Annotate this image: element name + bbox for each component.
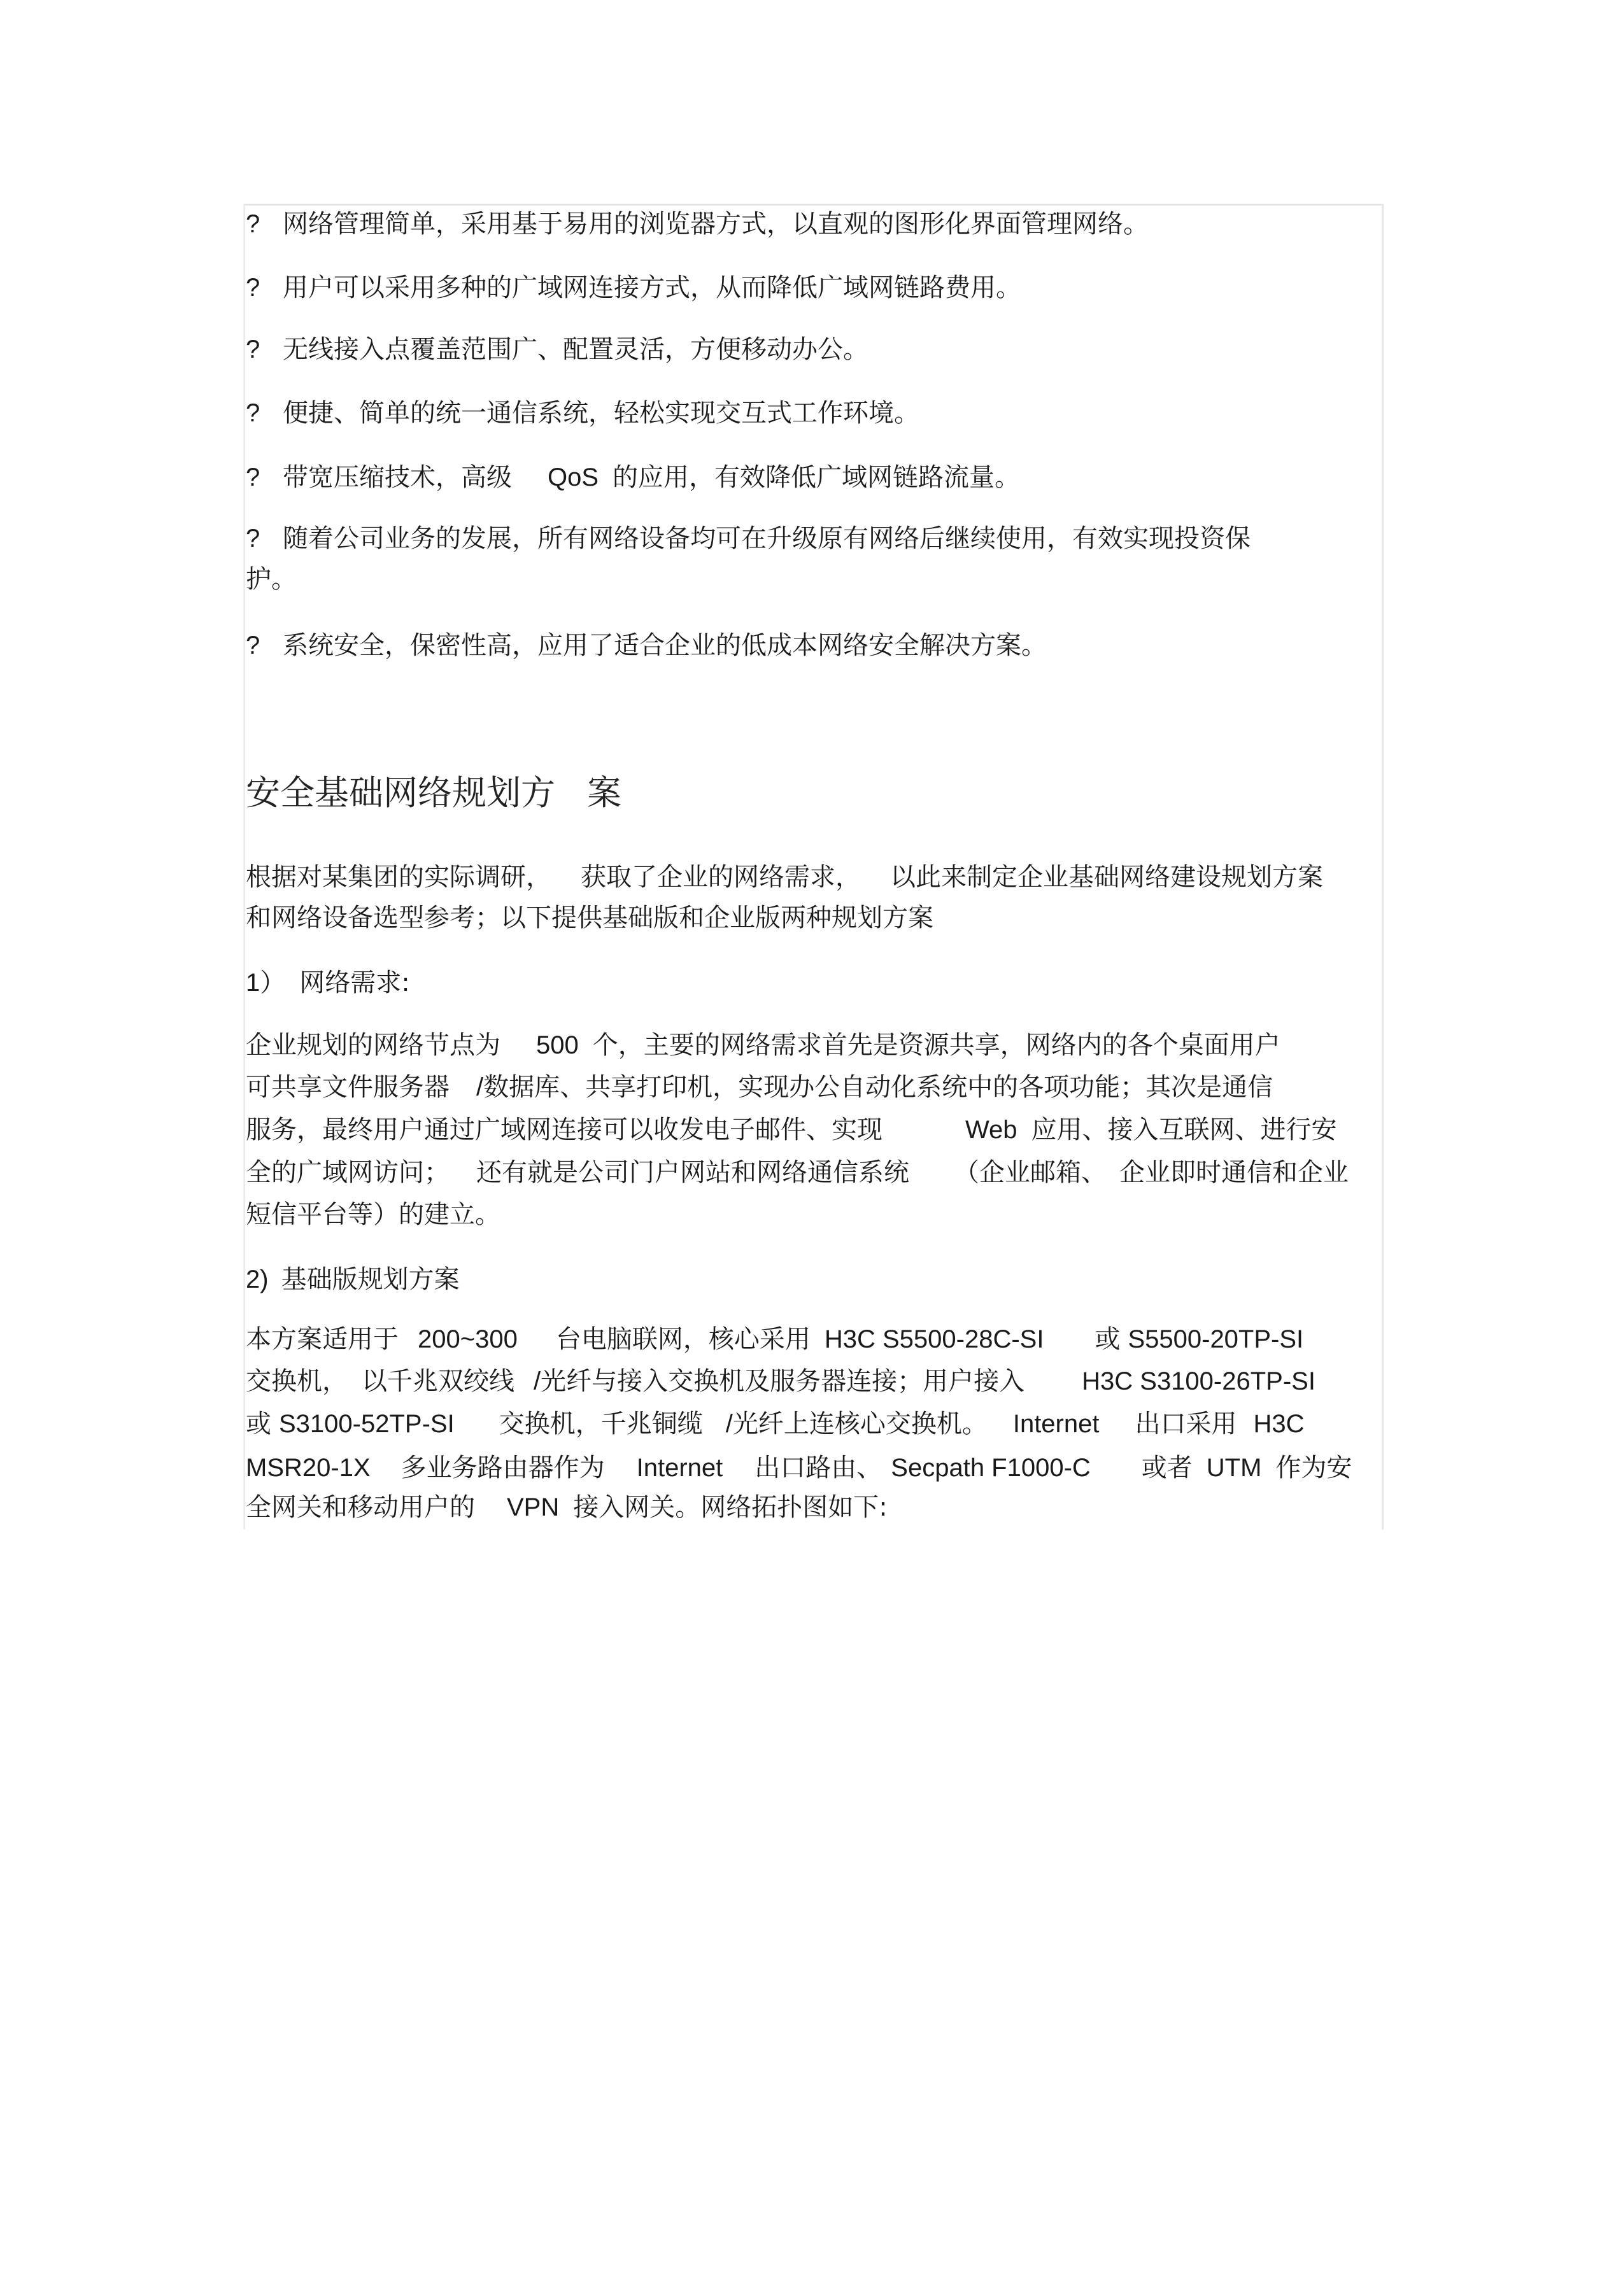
subheading-label: 网络需求: — [299, 968, 410, 997]
text: 交换机， — [246, 1367, 348, 1396]
bullet-text: 用户可以采用多种的广域网连接方式，从而降低广域网链路费用。 — [283, 273, 1021, 302]
intro-text: 根据对某集团的实际调研， — [246, 863, 551, 892]
text: 应用、接入互联网、进行安 — [1031, 1115, 1337, 1144]
text-latin: H3C S3100-26TP-SI — [1082, 1367, 1315, 1395]
bullet-item — [246, 272, 1021, 303]
subheading-basic-plan — [246, 1264, 460, 1295]
text-latin: / — [725, 1410, 733, 1438]
bullet-text-latin: QoS — [548, 463, 599, 491]
bullet-text: 护。 — [246, 565, 297, 594]
bullet-text: 系统安全，保密性高，应用了适合企业的低成本网络安全解决方案。 — [283, 631, 1047, 660]
intro-text: 以此来制定企业基础网络建设规划方案 — [890, 863, 1323, 892]
text-latin: 500 — [536, 1031, 579, 1059]
bullet-text: 无线接入点覆盖范围广、配置灵活，方便移动办公。 — [283, 335, 868, 364]
text-latin: Secpath F1000-C — [891, 1454, 1091, 1482]
subheading-number: 1） — [246, 969, 286, 997]
text-latin: S5500-20TP-SI — [1128, 1325, 1304, 1353]
bullet-item — [246, 209, 1149, 239]
intro-paragraph-line — [246, 862, 1323, 892]
intro-text: 获取了企业的网络需求， — [581, 863, 861, 892]
paragraph-line — [246, 1409, 1305, 1439]
text: 交换机，千兆铜缆 — [499, 1409, 703, 1439]
paragraph-line — [246, 1453, 1352, 1483]
text-latin: MSR20-1X — [246, 1454, 371, 1482]
bullet-marker: ? — [246, 463, 260, 491]
text-latin: Internet — [1012, 1410, 1100, 1438]
text-latin: H3C — [1253, 1410, 1305, 1438]
text: 出口采用 — [1135, 1409, 1237, 1439]
text: （企业邮箱、 — [954, 1158, 1107, 1187]
text: 可共享文件服务器 — [246, 1073, 450, 1102]
text: 本方案适用于 — [246, 1325, 399, 1354]
paragraph-line — [246, 1115, 1337, 1145]
text-latin: H3C S5500-28C-SI — [824, 1325, 1044, 1353]
bullet-text: 便捷、简单的统一通信系统，轻松实现交互式工作环境。 — [283, 398, 919, 428]
bullet-marker: ? — [246, 631, 260, 659]
bullet-item — [246, 462, 1020, 493]
text: 以千兆双绞线 — [362, 1367, 514, 1396]
text: 或 — [1095, 1325, 1121, 1354]
intro-text: 和网络设备选型参考；以下提供基础版和企业版两种规划方案 — [246, 903, 933, 933]
bullet-marker: ? — [246, 210, 260, 238]
text-latin: VPN — [507, 1493, 560, 1521]
text: 作为安 — [1275, 1453, 1352, 1483]
text-latin: S3100-52TP-SI — [279, 1410, 455, 1438]
bullet-item — [246, 630, 1047, 661]
paragraph-line — [246, 1157, 1349, 1188]
text: 光纤与接入交换机及服务器连接；用户接入 — [541, 1367, 1025, 1396]
bullet-marker: ? — [246, 525, 260, 553]
bullet-item — [246, 523, 1251, 554]
subheading-network-requirements — [246, 968, 410, 998]
bullet-item — [246, 334, 868, 365]
text: 企业即时通信和企业 — [1119, 1158, 1349, 1187]
text: 个，主要的网络需求首先是资源共享，网络内的各个桌面用户 — [592, 1031, 1280, 1060]
text: 出口路由、 — [755, 1453, 882, 1483]
text: 全的广域网访问； — [246, 1158, 450, 1187]
text: 短信平台等）的建立。 — [246, 1200, 500, 1229]
bullet-text: 的应用，有效降低广域网链路流量。 — [613, 463, 1021, 492]
paragraph-line — [246, 1030, 1280, 1060]
paragraph-line — [246, 1492, 888, 1523]
text: 或 — [246, 1409, 271, 1439]
paragraph-line — [246, 1366, 1315, 1397]
paragraph-line — [246, 1199, 500, 1230]
bullet-marker: ? — [246, 335, 260, 363]
text: 光纤上连核心交换机。 — [732, 1409, 988, 1439]
text: 数据库、共享打印机，实现办公自动化系统中的各项功能；其次是通信 — [483, 1073, 1273, 1102]
section-title-part: 安全基础网络规划方 — [246, 773, 555, 813]
text-latin: 200~300 — [418, 1325, 518, 1353]
bullet-marker: ? — [246, 274, 260, 302]
text-latin: UTM — [1206, 1454, 1262, 1482]
bullet-marker: ? — [246, 399, 260, 427]
intro-paragraph-line — [246, 903, 933, 933]
text-latin: Internet — [636, 1454, 723, 1482]
text: 全网关和移动用户的 — [246, 1493, 475, 1522]
text: 或者 — [1141, 1453, 1193, 1483]
section-title-part: 案 — [587, 773, 621, 813]
subheading-number: 2) — [246, 1265, 269, 1293]
text: 台电脑联网，核心采用 — [555, 1325, 811, 1354]
bullet-item-continued — [246, 564, 297, 595]
subheading-label: 基础版规划方案 — [281, 1265, 460, 1294]
bullet-item — [246, 398, 919, 428]
text-latin: / — [534, 1367, 541, 1395]
text: 企业规划的网络节点为 — [246, 1031, 500, 1060]
text: 接入网关。网络拓扑图如下: — [573, 1493, 888, 1522]
text-latin: Web — [965, 1116, 1017, 1144]
text: 还有就是公司门户网站和网络通信系统 — [476, 1158, 909, 1187]
section-title — [246, 773, 621, 813]
paragraph-line — [246, 1072, 1273, 1102]
paragraph-line — [246, 1324, 1303, 1355]
text: 多业务路由器作为 — [400, 1453, 605, 1483]
bullet-text: 网络管理简单，采用基于易用的浏览器方式，以直观的图形化界面管理网络。 — [283, 209, 1149, 239]
text-latin: / — [476, 1073, 484, 1101]
bullet-text: 带宽压缩技术，高级 — [283, 463, 512, 492]
bullet-text: 随着公司业务的发展，所有网络设备均可在升级原有网络后继续使用，有效实现投资保 — [283, 524, 1251, 553]
text: 服务，最终用户通过广域网连接可以收发电子邮件、实现 — [246, 1115, 882, 1144]
